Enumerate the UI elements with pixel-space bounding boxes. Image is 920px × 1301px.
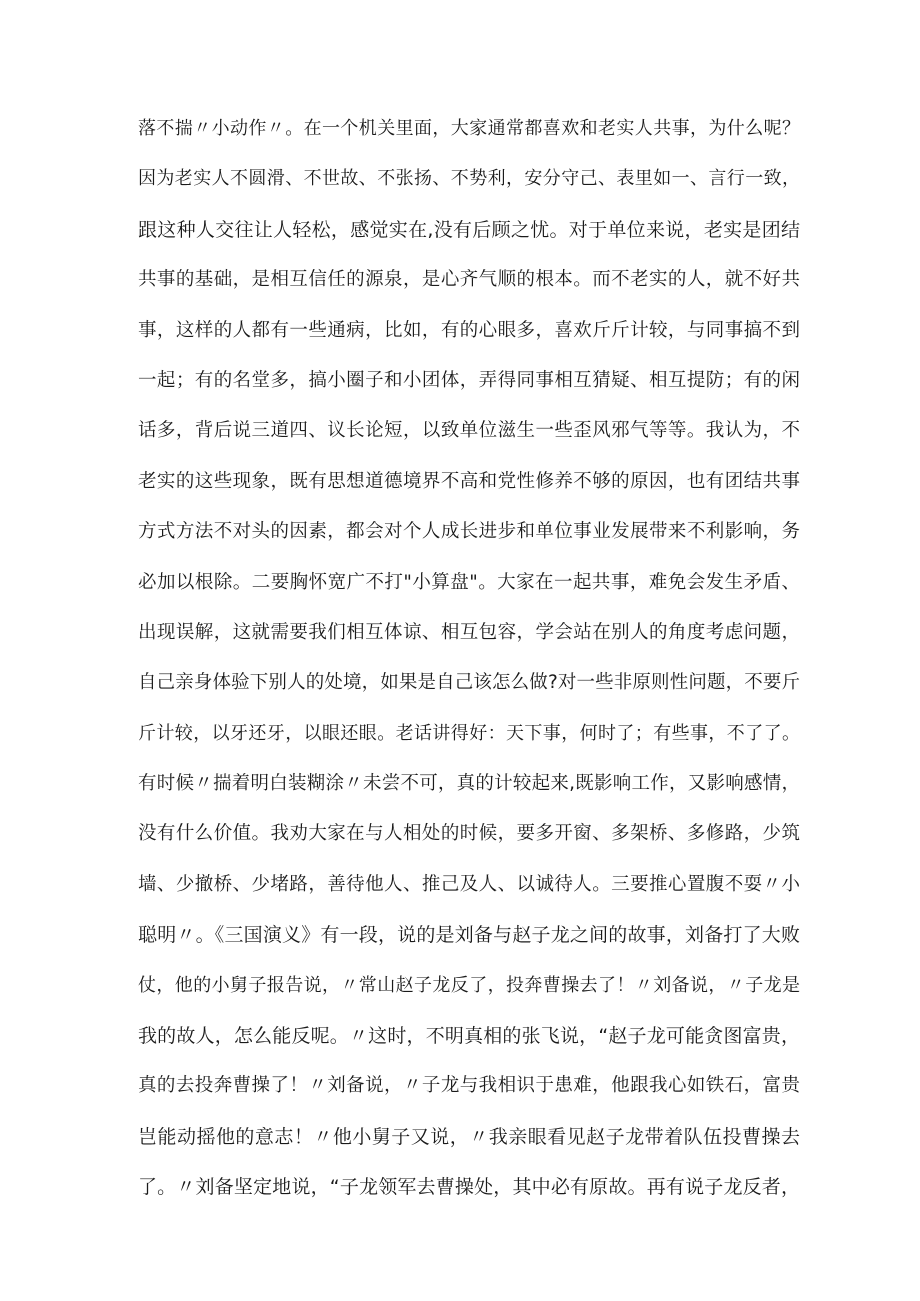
text-line: 因为老实人不圆滑、不世故、不张扬、不势利，安分守己、表里如一、言行一致， xyxy=(138,168,800,190)
text-line: 一起；有的名堂多，搞小圈子和小团体，弄得同事相互猜疑、相互提防；有的闲 xyxy=(138,369,800,391)
text-line: 方式方法不对头的因素，都会对个人成长进步和单位事业发展带来不利影响，务 xyxy=(138,521,800,543)
text-line: 了。〃刘备坚定地说，“子龙领军去曹操处，其中必有原故。再有说子龙反者， xyxy=(138,1176,800,1199)
text-line: 仗，他的小舅子报告说，〃常山赵子龙反了，投奔曹操去了！〃刘备说，〃子龙是 xyxy=(138,974,800,996)
text-line: 跟这种人交往让人轻松，感觉实在,没有后顾之忧。对于单位来说，老实是团结 xyxy=(138,218,800,241)
body-text xyxy=(138,104,800,1213)
text-line: 必加以根除。二要胸怀宽广不打"小算盘"。大家在一起共事，难免会发生矛盾、 xyxy=(138,571,800,593)
text-line: 出现误解，这就需要我们相互体谅、相互包容，学会站在别人的角度考虑问题， xyxy=(138,621,800,643)
text-line: 斤计较，以牙还牙，以眼还眼。老话讲得好：天下事，何时了；有些事，不了了。 xyxy=(138,722,800,744)
text-line: 有时候〃揣着明白装糊涂〃未尝不可，真的计较起来,既影响工作，又影响感情， xyxy=(138,773,800,795)
text-line: 墙、少撤桥、少堵路，善待他人、推己及人、以诚待人。三要推心置腹不耍〃小 xyxy=(138,873,800,895)
text-line: 聪明〃。《三国演义》有一段，说的是刘备与赵子龙之间的故事，刘备打了大败 xyxy=(138,924,800,947)
text-line: 我的故人，怎么能反呢。〃这时，不明真相的张飞说，“赵子龙可能贪图富贵， xyxy=(138,1025,800,1048)
text-line: 自己亲身体验下别人的处境，如果是自己该怎么做?对一些非原则性问题，不要斤 xyxy=(138,672,800,694)
text-line: 岂能动摇他的意志！〃他小舅子又说，〃我亲眼看见赵子龙带着队伍投曹操去 xyxy=(138,1125,800,1148)
text-line: 老实的这些现象，既有思想道德境界不高和党性修养不够的原因，也有团结共事 xyxy=(138,470,800,492)
text-line: 事，这样的人都有一些通病，比如，有的心眼多，喜欢斤斤计较，与同事搞不到 xyxy=(138,319,800,341)
text-line: 话多，背后说三道四、议长论短，以致单位滋生一些歪风邪气等等。我认为，不 xyxy=(138,420,800,442)
text-line: 落不揣〃小动作〃。在一个机关里面，大家通常都喜欢和老实人共事，为什么呢？ xyxy=(138,118,800,139)
text-line: 共事的基础，是相互信任的源泉，是心齐气顺的根本。而不老实的人，就不好共 xyxy=(138,269,800,291)
text-line: 没有什么价值。我劝大家在与人相处的时候，要多开窗、多架桥、多修路，少筑 xyxy=(138,823,800,845)
text-line: 真的去投奔曹操了！〃刘备说，〃子龙与我相识于患难，他跟我心如铁石，富贵 xyxy=(138,1075,800,1097)
